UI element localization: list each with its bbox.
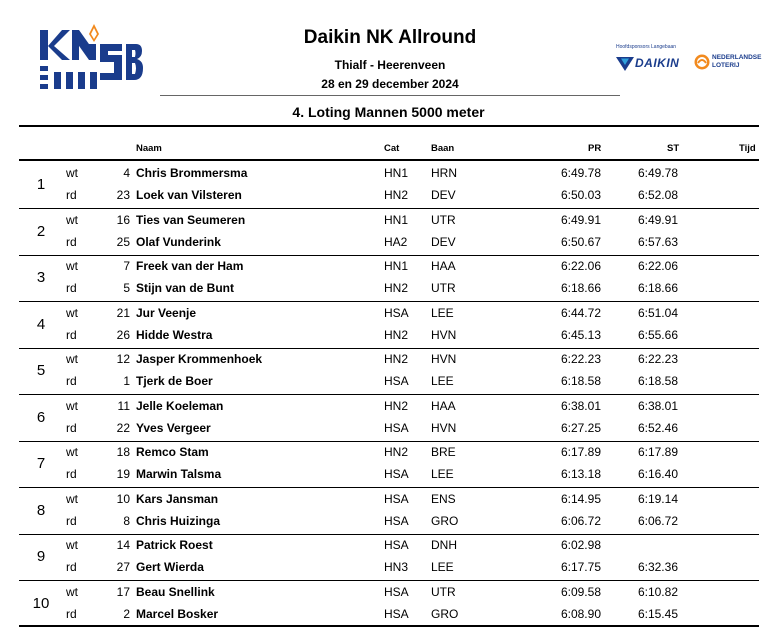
category-cell: HSA: [384, 374, 409, 388]
home-track-cell: LEE: [431, 560, 454, 574]
start-number-cell: 16: [116, 212, 130, 227]
home-track-cell: DEV: [431, 234, 456, 249]
lane-cell: rd: [66, 420, 77, 435]
pr-time-cell: 6:50.03: [560, 188, 601, 202]
pair-divider: [19, 255, 759, 256]
lottery-logo: [694, 52, 766, 76]
pair-divider: [19, 441, 759, 442]
rider-name-cell: Ties van Seumeren: [136, 212, 246, 227]
st-time-cell: 6:15.45: [637, 606, 678, 621]
col-st: ST: [667, 143, 680, 154]
category-cell: HSA: [384, 584, 409, 599]
home-track-cell: HVN: [431, 352, 457, 366]
col-cat: Cat: [384, 143, 400, 154]
lane-cell: rd: [66, 467, 77, 481]
pair-number: 1: [36, 176, 46, 193]
start-number-cell: 27: [116, 560, 130, 574]
st-time-cell: 6:51.04: [637, 305, 678, 320]
start-number-cell: 4: [123, 166, 130, 180]
pair-divider: [19, 487, 759, 488]
lane-cell: rd: [66, 234, 77, 249]
lane-cell: rd: [66, 374, 77, 388]
category-cell: HN1: [384, 259, 409, 273]
st-time-cell: 6:22.06: [637, 259, 678, 273]
pair-divider: [19, 208, 759, 209]
start-number-cell: 2: [123, 606, 130, 621]
pr-time-cell: 6:09.58: [560, 584, 601, 599]
lane-cell: rd: [66, 560, 77, 574]
st-time-cell: 6:10.82: [637, 584, 678, 599]
category-cell: HSA: [384, 538, 409, 552]
rider-name-cell: Freek van der Ham: [136, 259, 244, 273]
lane-cell: wt: [66, 491, 78, 506]
col-baan: Baan: [431, 143, 455, 154]
pair-divider: [19, 348, 759, 349]
st-time-cell: 6:06.72: [637, 513, 678, 528]
lane-cell: wt: [66, 352, 78, 366]
col-pr: PR: [588, 143, 602, 154]
pr-time-cell: 6:18.66: [560, 281, 601, 295]
pr-time-cell: 6:14.95: [560, 491, 601, 506]
pair-divider: [19, 534, 759, 535]
rider-name-cell: Gert Wierda: [136, 560, 204, 574]
lottery-text: NEDERLANDSE LOTERIJ: [712, 54, 762, 69]
start-number-cell: 19: [116, 467, 130, 481]
rider-name-cell: Beau Snellink: [136, 584, 215, 599]
pair-number: 8: [36, 501, 46, 519]
pr-time-cell: 6:17.75: [560, 560, 601, 574]
col-tijd: Tijd: [739, 143, 756, 154]
pair-number: 7: [36, 455, 46, 472]
start-number-cell: 17: [116, 584, 130, 599]
pr-time-cell: 6:08.90: [560, 606, 601, 621]
pair-number: 6: [36, 408, 46, 426]
pr-time-cell: 6:44.72: [560, 305, 601, 320]
pr-time-cell: 6:17.89: [560, 445, 601, 459]
st-time-cell: 6:57.63: [637, 234, 678, 249]
pair-divider: [19, 301, 759, 302]
rider-name-cell: Tjerk de Boer: [136, 374, 213, 388]
rider-name-cell: Olaf Vunderink: [136, 234, 221, 249]
st-time-cell: 6:17.89: [637, 445, 678, 459]
lane-cell: wt: [66, 538, 78, 552]
home-track-cell: GRO: [431, 513, 459, 528]
pr-time-cell: 6:06.72: [560, 513, 601, 528]
daikin-triangle-icon: [616, 57, 634, 71]
lane-cell: rd: [66, 327, 77, 342]
pr-time-cell: 6:45.13: [560, 327, 601, 342]
category-cell: HA2: [384, 234, 408, 249]
event-title: Daikin NK Allround: [303, 27, 477, 48]
st-time-cell: 6:18.66: [637, 281, 678, 295]
st-time-cell: 6:38.01: [637, 398, 678, 413]
st-time-cell: 6:52.46: [637, 420, 678, 435]
home-track-cell: DEV: [431, 188, 456, 202]
rider-name-cell: Marcel Bosker: [136, 606, 219, 621]
sponsor-block: [616, 44, 766, 84]
start-number-cell: 26: [116, 327, 130, 342]
home-track-cell: UTR: [431, 212, 456, 227]
category-cell: HN2: [384, 398, 409, 413]
start-number-cell: 12: [116, 352, 130, 366]
knsb-logo: [36, 20, 144, 98]
category-cell: HSA: [384, 467, 409, 481]
rider-name-cell: Stijn van de Bunt: [136, 281, 235, 295]
pr-time-cell: 6:13.18: [560, 467, 601, 481]
lane-cell: wt: [66, 305, 78, 320]
st-time-cell: 6:49.78: [637, 166, 678, 180]
event-venue: Thialf - Heerenveen: [334, 58, 446, 72]
category-cell: HSA: [384, 420, 409, 435]
pr-time-cell: 6:22.23: [560, 352, 601, 366]
lane-cell: wt: [66, 445, 78, 459]
start-number-cell: 5: [123, 281, 130, 295]
rider-name-cell: Yves Vergeer: [136, 420, 211, 435]
start-number-cell: 7: [123, 259, 130, 273]
rider-name-cell: Jasper Krommenhoek: [136, 352, 263, 366]
category-cell: HN2: [384, 327, 409, 342]
start-number-cell: 23: [116, 188, 130, 202]
lottery-circle-icon: [694, 54, 710, 70]
pair-number: 5: [36, 362, 46, 379]
rider-name-cell: Jur Veenje: [136, 305, 197, 320]
start-number-cell: 8: [123, 513, 130, 528]
home-track-cell: ENS: [431, 491, 456, 506]
start-number-cell: 25: [116, 234, 130, 249]
home-track-cell: HVN: [431, 327, 457, 342]
bottom-rule: [19, 625, 759, 627]
home-track-cell: HAA: [431, 398, 456, 413]
rider-name-cell: Patrick Roest: [136, 538, 213, 552]
st-time-cell: 6:16.40: [637, 467, 678, 481]
lane-cell: rd: [66, 188, 77, 202]
rider-name-cell: Hidde Westra: [136, 327, 213, 342]
st-time-cell: 6:52.08: [637, 188, 678, 202]
daikin-logo: [616, 56, 688, 72]
home-track-cell: LEE: [431, 374, 454, 388]
pair-divider: [19, 394, 759, 395]
pair-number: 9: [36, 548, 46, 565]
start-number-cell: 10: [116, 491, 130, 506]
pr-time-cell: 6:38.01: [560, 398, 601, 413]
category-cell: HN2: [384, 188, 409, 202]
lane-cell: wt: [66, 398, 78, 413]
rider-name-cell: Jelle Koeleman: [136, 398, 224, 413]
home-track-cell: HRN: [431, 166, 457, 180]
sponsor-caption: Hoofdsponsors Langebaan: [616, 44, 677, 50]
st-time-cell: 6:55.66: [637, 327, 678, 342]
pair-number: 4: [36, 315, 46, 333]
event-dates: 28 en 29 december 2024: [321, 77, 459, 91]
st-time-cell: 6:18.58: [637, 374, 678, 388]
rider-name-cell: Loek van Vilsteren: [136, 188, 242, 202]
home-track-cell: DNH: [431, 538, 457, 552]
pair-number: 10: [32, 594, 50, 612]
category-cell: HSA: [384, 606, 409, 621]
category-cell: HN3: [384, 560, 409, 574]
pr-time-cell: 6:49.78: [560, 166, 601, 180]
pr-time-cell: 6:50.67: [560, 234, 601, 249]
st-time-cell: 6:22.23: [637, 352, 678, 366]
category-cell: HN1: [384, 212, 409, 227]
start-number-cell: 14: [116, 538, 130, 552]
rider-name-cell: Marwin Talsma: [136, 467, 222, 481]
pair-divider: [19, 580, 759, 581]
category-cell: HN2: [384, 352, 409, 366]
pr-time-cell: 6:02.98: [560, 538, 601, 552]
lane-cell: wt: [66, 212, 78, 227]
col-naam: Naam: [136, 143, 162, 154]
lane-cell: rd: [66, 606, 77, 621]
start-number-cell: 22: [116, 420, 130, 435]
home-track-cell: LEE: [431, 305, 454, 320]
lane-cell: wt: [66, 584, 78, 599]
pr-time-cell: 6:18.58: [560, 374, 601, 388]
pr-time-cell: 6:27.25: [560, 420, 601, 435]
home-track-cell: UTR: [431, 584, 456, 599]
home-track-cell: BRE: [431, 445, 456, 459]
st-time-cell: 6:19.14: [637, 491, 678, 506]
pair-number: 2: [36, 222, 46, 240]
pair-number: 3: [36, 269, 46, 286]
rider-name-cell: Remco Stam: [136, 445, 209, 459]
rider-name-cell: Chris Huizinga: [136, 513, 221, 528]
st-time-cell: 6:32.36: [637, 560, 678, 574]
home-track-cell: UTR: [431, 281, 456, 295]
top-rule: [19, 125, 759, 127]
lane-cell: wt: [66, 166, 78, 180]
category-cell: HN2: [384, 281, 409, 295]
race-subtitle: 4. Loting Mannen 5000 meter: [292, 104, 485, 120]
category-cell: HN1: [384, 166, 409, 180]
start-number-cell: 1: [123, 374, 130, 388]
pr-time-cell: 6:22.06: [560, 259, 601, 273]
home-track-cell: GRO: [431, 606, 459, 621]
rider-name-cell: Kars Jansman: [136, 491, 219, 506]
home-track-cell: HAA: [431, 259, 456, 273]
home-track-cell: HVN: [431, 420, 457, 435]
category-cell: HN2: [384, 445, 409, 459]
st-time-cell: 6:49.91: [637, 212, 678, 227]
daikin-text: DAIKIN: [635, 56, 680, 70]
start-number-cell: 18: [116, 445, 130, 459]
lane-cell: rd: [66, 281, 77, 295]
pr-time-cell: 6:49.91: [560, 212, 601, 227]
category-cell: HSA: [384, 491, 409, 506]
category-cell: HSA: [384, 513, 409, 528]
start-number-cell: 21: [116, 305, 130, 320]
rider-name-cell: Chris Brommersma: [136, 166, 248, 180]
knsb-logo-graphic: [36, 20, 144, 98]
start-number-cell: 11: [117, 398, 130, 413]
home-track-cell: LEE: [431, 467, 454, 481]
lane-cell: rd: [66, 513, 77, 528]
category-cell: HSA: [384, 305, 409, 320]
header-divider: [160, 95, 620, 96]
header-rule: [19, 159, 759, 161]
lane-cell: wt: [66, 259, 78, 273]
